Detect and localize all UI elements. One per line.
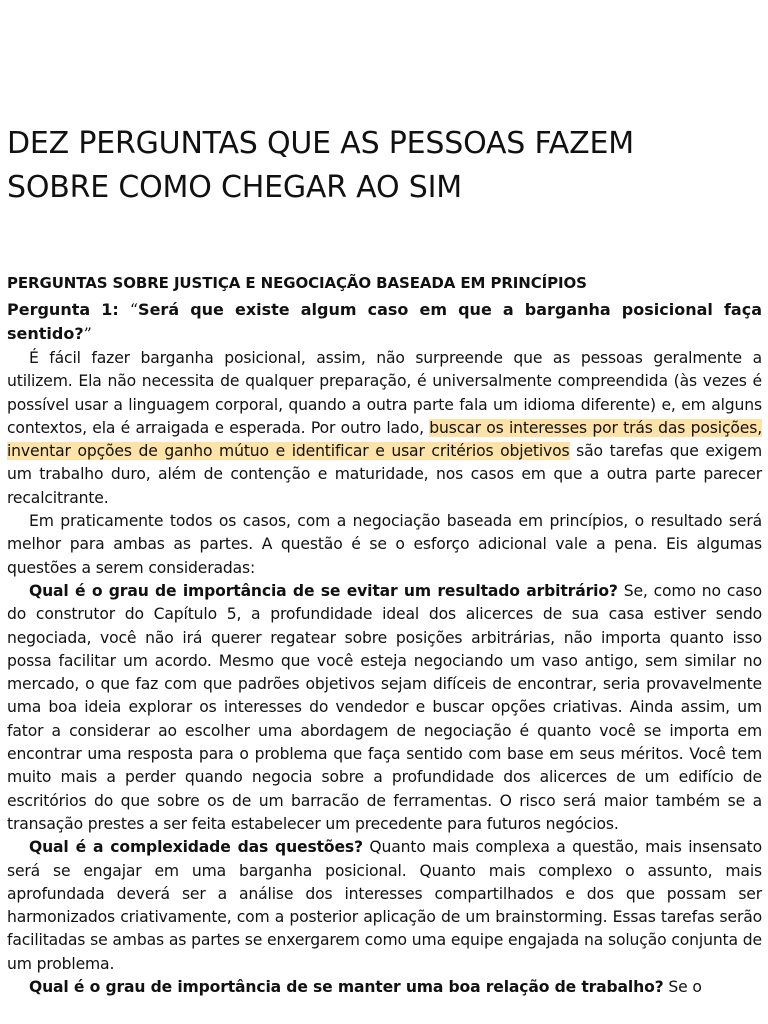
chapter-title-line-1: DEZ PERGUNTAS QUE AS PESSOAS FAZEM	[7, 126, 634, 161]
paragraph-5	[7, 976, 762, 999]
paragraph-5-lead: Qual é o grau de importância de se manter uma boa relação de trabalho?	[29, 978, 664, 997]
paragraph-4-lead: Qual é a complexidade das questões?	[29, 838, 363, 857]
question-open-quote: “	[129, 300, 139, 319]
paragraph-3-lead: Qual é o grau de importância de se evitar um resultado arbitrário?	[29, 581, 618, 600]
paragraph-3-text: Se, como no caso do construtor do Capítulo 5, a profundidade ideal dos alicerces de sua casa estiver sendo negociada, você não irá querer regatear sobre posições arbitrárias, não importa quanto isso possa facilitar um acordo. Mesmo que você esteja negociando um vaso antigo, sem similar no mercado, o que faz com que padrões objetivos sejam difíceis de encontrar, seria provavelmente uma boa ideia explorar os interesses do vendedor e buscar opções criativas. Ainda assim, um fator a considerar ao escolher uma abordagem de negociação é quanto você se importa em encontrar uma resposta para o problema que faça sentido com base em seus méritos. Você tem muito mais a perder quando negocia sobre a profundidade dos alicerces de um edifício de escritórios do que sobre os de um barracão de ferramentas. O risco será maior também se a transação prestes a ser feita estabelecer um precedente para futuros negócios.	[7, 581, 763, 833]
question-1	[7, 298, 762, 346]
body-text	[7, 347, 762, 999]
paragraph-4-text: Quanto mais complexa a questão, mais insensato será se engajar em uma barganha posicional. Quanto mais complexo o assunto, mais aprofundada deverá ser a análise dos interesses compartilhados e dos que possam ser harmonizados criativamente, com a posterior aplicação de um brainstorming. Essas tarefas serão facilitadas se ambas as partes se enxergarem como uma equipe engajada na solução conjunta de um problema.	[7, 838, 762, 973]
question-text: Será que existe algum caso em que a barganha posicional faça sentido?	[7, 300, 763, 343]
paragraph-1	[7, 347, 762, 510]
paragraph-1-text-a: É fácil fazer barganha posicional, assim, não surpreende que as pessoas geralmente a utilizem. Ela não necessita de qualquer preparação, é universalmente compreendida (às vezes é possível usar a linguagem corporal, quando a outra parte fala um idioma diferente) e, em alguns contextos, ela é arraigada e esperada. Por outro lado,	[7, 349, 762, 437]
paragraph-5-text: Se o	[663, 978, 702, 997]
paragraph-2: Em praticamente todos os casos, com a negociação baseada em princípios, o resultado será melhor para ambas as partes. A questão é se o esforço adicional vale a pena. Eis algumas questões a serem consideradas:	[7, 512, 762, 577]
paragraph-1-text-b: são tarefas que exigem um trabalho duro, além de contenção e maturidade, nos casos em que a outra parte parecer recalcitrante.	[7, 442, 762, 507]
chapter-title-line-2: SOBRE COMO CHEGAR AO SIM	[7, 170, 462, 205]
question-label: Pergunta 1:	[7, 300, 119, 319]
question-close-quote: ”	[83, 324, 92, 343]
chapter-title	[7, 122, 634, 210]
highlighted-passage[interactable]: buscar os interesses por trás das posições, inventar opções de ganho mútuo e identificar e usar critérios objetivos	[7, 418, 762, 461]
paragraph-4	[7, 836, 762, 976]
paragraph-3	[7, 580, 762, 836]
section-heading: PERGUNTAS SOBRE JUSTIÇA E NEGOCIAÇÃO BASEADA EM PRINCÍPIOS	[7, 274, 587, 292]
